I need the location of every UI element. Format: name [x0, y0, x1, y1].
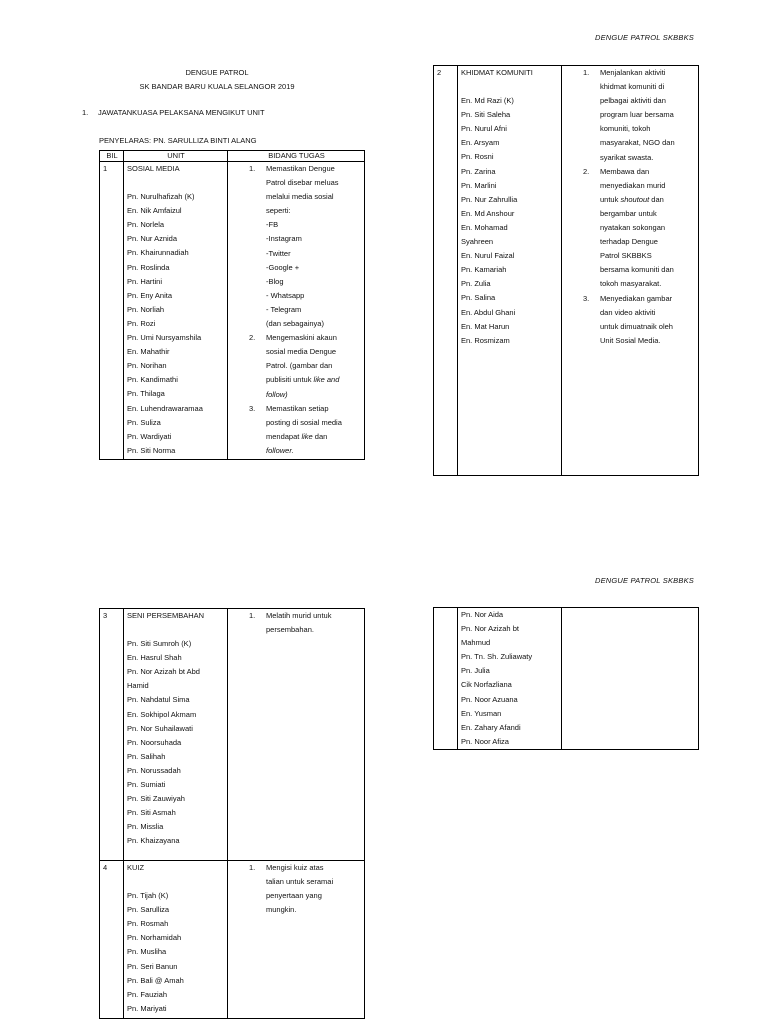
task-item	[231, 162, 362, 331]
member-name: En. Md Razi (K)	[461, 96, 514, 106]
task-text: -Google +	[266, 262, 300, 272]
task-cell	[228, 609, 365, 861]
member-name: Pn. Hartini	[127, 276, 163, 286]
member-name: En. Mat Harun	[461, 321, 510, 331]
task-cell	[228, 861, 365, 1019]
task-number: 1.	[249, 863, 256, 872]
unit-number: 1	[100, 162, 124, 460]
member-name: Pn. Siti Zauwiyah	[127, 794, 185, 804]
member-name: En. Mahathir	[127, 347, 170, 357]
task-number: 2.	[583, 166, 590, 176]
continuation-table	[433, 607, 699, 750]
task-text: (dan sebagainya)	[266, 319, 324, 329]
task-item	[231, 861, 362, 917]
member-name: Pn. Marlini	[461, 180, 497, 190]
task-item	[565, 292, 696, 348]
task-cell	[228, 162, 365, 460]
task-number: 3.	[249, 403, 256, 413]
member-name: Pn. Khairunnadiah	[127, 248, 189, 258]
unit-name: SOSIAL MEDIA	[127, 164, 180, 173]
member-name: Pn. Nor Suhailawati	[127, 723, 193, 733]
member-name: Pn. Eny Anita	[127, 290, 173, 300]
unit-name: KUIZ	[127, 863, 145, 872]
task-item	[565, 165, 696, 292]
member-name: Pn. Noor Afiza	[461, 736, 509, 746]
task-text-part: dan	[312, 431, 328, 441]
member-name: Pn. Misslia	[127, 822, 164, 832]
member-name: Pn. Tn. Sh. Zuliawaty	[461, 652, 533, 662]
member-name: Pn. Siti Sumroh (K)	[127, 639, 192, 649]
task-text	[266, 430, 362, 444]
header-bil: BIL	[100, 151, 124, 162]
member-name: Mahmud	[461, 638, 491, 648]
task-item	[231, 331, 362, 401]
task-text: untuk dimuatnaik oleh	[600, 321, 673, 331]
coordinator-line: PENYELARAS: PN. SARULLIZA BINTI ALANG	[99, 136, 257, 145]
member-name: Pn. Thilaga	[127, 389, 165, 399]
member-name: En. Zahary Afandi	[461, 722, 521, 732]
member-name: Pn. Sarulliza	[127, 905, 170, 915]
section-number: 1.	[82, 108, 89, 117]
member-name: Pn. Siti Saleha	[461, 110, 511, 120]
task-text: - Whatsapp	[266, 290, 305, 300]
member-name: Pn. Rozi	[127, 318, 156, 328]
task-text: Menyediakan gambar	[600, 293, 673, 303]
unit-cell	[458, 608, 562, 750]
table-row	[100, 609, 365, 861]
task-item	[565, 66, 696, 165]
page-header: DENGUE PATROL SKBBKS	[594, 576, 694, 585]
member-name: En. Abdul Ghani	[461, 307, 516, 317]
member-name: Pn. Mariyati	[127, 1003, 167, 1013]
member-name: Pn. Nor Azizah bt	[461, 624, 519, 634]
task-text: - Telegram	[266, 304, 302, 314]
member-name: En. Sokhipol Akmam	[127, 709, 197, 719]
task-text: Memastikan Dengue	[266, 164, 335, 173]
task-text: Patrol. (gambar dan	[266, 361, 333, 371]
member-name: Pn. Kandimathi	[127, 375, 178, 385]
task-text: dan video aktiviti	[600, 307, 656, 317]
member-name: Pn. Noorsuhada	[127, 737, 182, 747]
task-number: 1.	[249, 611, 256, 620]
task-number: 2.	[249, 333, 256, 343]
member-name: Pn. Rosni	[461, 152, 494, 162]
member-name: Pn. Zarina	[461, 166, 496, 176]
member-name: Pn. Sumiati	[127, 780, 166, 790]
member-name: Pn. Zulia	[461, 279, 491, 289]
task-text: melalui media sosial	[266, 192, 334, 202]
title-line-1: DENGUE PATROL	[185, 68, 249, 77]
member-name: Pn. Rosmah	[127, 919, 169, 929]
task-text-italic: follow)	[266, 389, 288, 399]
task-number: 1.	[249, 164, 256, 173]
unit-cell	[124, 861, 228, 1019]
task-text-part: dan	[649, 194, 664, 204]
task-text: menyediakan murid	[600, 180, 666, 190]
member-name: Pn. Fauziah	[127, 989, 168, 999]
table-header-row	[100, 151, 365, 162]
task-text: Membawa dan	[600, 166, 650, 176]
task-number: 1.	[583, 68, 590, 77]
member-name: Pn. Nor Aida	[461, 610, 504, 619]
member-name: Pn. Kamariah	[461, 265, 507, 275]
task-text: terhadap Dengue	[600, 237, 658, 247]
task-text-italic: follower.	[266, 445, 294, 455]
task-text: Mengemaskini akaun	[266, 333, 337, 343]
unit-number: 2	[434, 66, 458, 476]
table-row	[434, 66, 699, 476]
member-name: Pn. Wardiyati	[127, 431, 172, 441]
member-name: Pn. Roslinda	[127, 262, 170, 272]
task-text: pelbagai aktiviti dan	[600, 96, 666, 106]
section-heading	[82, 108, 265, 117]
unit-table-seni-kuiz	[99, 608, 365, 1019]
member-name: Pn. Bali @ Amah	[127, 975, 184, 985]
member-name: Pn. Norihan	[127, 361, 167, 371]
member-name: Pn. Norussadah	[127, 765, 181, 775]
task-number: 3.	[583, 293, 590, 303]
member-name: Hamid	[127, 681, 149, 691]
task-text: Mengisi kuiz atas	[266, 863, 324, 872]
unit-number-empty	[434, 608, 458, 750]
member-name: Pn. Suliza	[127, 417, 161, 427]
member-name: Pn. Nur Zahrullia	[461, 194, 518, 204]
member-name: Pn. Norhamidah	[127, 933, 182, 943]
member-name: Pn. Nurul Afni	[461, 124, 507, 134]
member-name: Pn. Nahdatul Sima	[127, 695, 190, 705]
member-name: Cik Norfazliana	[461, 680, 512, 690]
member-name: Syahreen	[461, 237, 494, 247]
member-name: Pn. Nor Azizah bt Abd	[127, 667, 200, 677]
unit-number: 4	[100, 861, 124, 1019]
task-text: program luar bersama	[600, 110, 674, 120]
member-name: En. Mohamad	[461, 222, 508, 232]
unit-name: SENI PERSEMBAHAN	[127, 611, 205, 620]
task-text: -Instagram	[266, 234, 302, 244]
member-name: En. Rosmizam	[461, 335, 510, 345]
table-row	[100, 861, 365, 1019]
header-bidang-tugas: BIDANG TUGAS	[228, 151, 365, 162]
task-text: -Twitter	[266, 248, 291, 258]
member-name: En. Hasrul Shah	[127, 653, 182, 663]
title-line-2: SK BANDAR BARU KUALA SELANGOR 2019	[139, 82, 295, 91]
member-name: Pn. Musliha	[127, 947, 167, 957]
task-text: mungkin.	[266, 905, 297, 915]
task-text: nyatakan sokongan	[600, 223, 666, 233]
unit-name: KHIDMAT KOMUNITI	[461, 68, 533, 77]
task-text: talian untuk seramai	[266, 877, 334, 887]
member-name: Pn. Umi Nursyamshila	[127, 333, 202, 343]
member-name: Pn. Seri Banun	[127, 961, 178, 971]
member-name: Pn. Khaizayana	[127, 836, 180, 846]
task-text: posting di sosial media	[266, 417, 342, 427]
table-row	[434, 608, 699, 750]
task-text: penyertaan yang	[266, 891, 322, 901]
document-title	[99, 66, 335, 94]
task-cell-empty	[562, 608, 699, 750]
task-text: -Blog	[266, 276, 284, 286]
task-text: khidmat komuniti di	[600, 82, 665, 92]
task-text: Patrol SKBBKS	[600, 251, 652, 261]
member-name: Pn. Norliah	[127, 304, 165, 314]
member-name: En. Nik Amfaizul	[127, 206, 182, 216]
task-text: Menjalankan aktiviti	[600, 68, 666, 77]
task-text-italic: like	[301, 431, 313, 441]
header-unit: UNIT	[124, 151, 228, 162]
member-name: Pn. Nurulhafizah (K)	[127, 192, 195, 202]
member-name: En. Nurul Faizal	[461, 251, 515, 261]
task-text	[600, 193, 696, 207]
task-cell	[562, 66, 699, 476]
task-text-italic: shoutout	[620, 194, 650, 204]
unit-cell	[458, 66, 562, 476]
section-title: JAWATANKUASA PELAKSANA MENGIKUT UNIT	[98, 108, 265, 117]
task-text: persembahan.	[266, 625, 314, 635]
task-text: bergambar untuk	[600, 208, 657, 218]
member-name: En. Md Anshour	[461, 208, 515, 218]
member-name: Pn. Julia	[461, 666, 490, 676]
table-row	[100, 162, 365, 460]
task-text: syarikat swasta.	[600, 152, 654, 162]
task-text: Patrol disebar meluas	[266, 178, 339, 188]
task-item	[231, 402, 362, 458]
member-name: En. Luhendrawaramaa	[127, 403, 203, 413]
task-item	[231, 609, 362, 637]
task-text: Unit Sosial Media.	[600, 335, 661, 345]
task-text-part: mendapat	[266, 431, 302, 441]
task-text: komuniti, tokoh	[600, 124, 651, 134]
task-text: masyarakat, NGO dan	[600, 138, 675, 148]
task-text: Melatih murid untuk	[266, 611, 332, 620]
unit-cell	[124, 609, 228, 861]
task-text-part: untuk	[600, 194, 621, 204]
member-name: Pn. Salina	[461, 293, 496, 303]
task-text	[266, 373, 362, 387]
task-text: seperti:	[266, 206, 291, 216]
task-text-italic: like and	[313, 375, 340, 385]
task-text: Memastikan setiap	[266, 403, 329, 413]
member-name: Pn. Siti Norma	[127, 445, 176, 455]
unit-cell	[124, 162, 228, 460]
member-name: Pn. Tijah (K)	[127, 891, 169, 901]
member-name: Pn. Salihah	[127, 751, 166, 761]
member-name: Pn. Noor Azuana	[461, 694, 518, 704]
task-text: sosial media Dengue	[266, 347, 337, 357]
member-name: Pn. Norlela	[127, 220, 165, 230]
member-name: Pn. Nur Aznida	[127, 234, 178, 244]
task-text: bersama komuniti dan	[600, 265, 674, 275]
task-text: -FB	[266, 220, 279, 230]
member-name: Pn. Siti Asmah	[127, 808, 176, 818]
unit-table-sosial-media	[99, 150, 365, 460]
unit-number: 3	[100, 609, 124, 861]
member-name: En. Yusman	[461, 708, 502, 718]
task-text-part: publisiti untuk	[266, 375, 314, 385]
member-name: En. Arsyam	[461, 138, 500, 148]
unit-table-khidmat-komuniti	[433, 65, 699, 476]
task-text: tokoh masyarakat.	[600, 279, 662, 289]
page-header: DENGUE PATROL SKBBKS	[594, 33, 694, 42]
